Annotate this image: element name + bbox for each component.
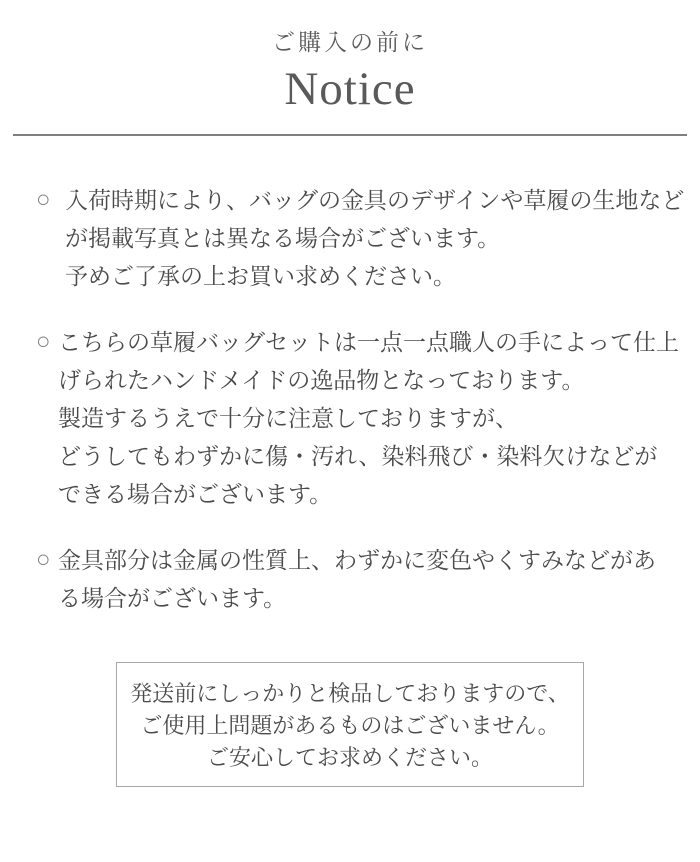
notice-text xyxy=(58,181,696,295)
notice-line: どうしてもわずかに傷・汚れ、染料飛び・染料欠けなどが xyxy=(58,443,658,469)
notice-line: できる場合がございます。 xyxy=(58,481,333,507)
assurance-line: 発送前にしっかりと検品しておりますので、 xyxy=(130,681,570,706)
page-title: Notice xyxy=(284,63,416,115)
circle-bullet-icon: ○ xyxy=(36,186,51,213)
notice-item xyxy=(36,541,696,617)
notice-line: げられたハンドメイドの逸品物となっております。 xyxy=(58,367,585,393)
notice-item xyxy=(36,323,696,513)
notice-line: る場合がございます。 xyxy=(58,585,287,611)
purchase-notice-page xyxy=(0,30,700,862)
notice-text xyxy=(58,323,696,513)
notice-line: 金具部分は金属の性質上、わずかに変色やくすみなどがあ xyxy=(58,547,656,573)
page-subtitle: ご購入の前に xyxy=(272,30,428,55)
notice-line: こちらの草履バッグセットは一点一点職人の手によって仕上 xyxy=(58,329,679,355)
notice-text xyxy=(58,541,696,617)
notice-line: 入荷時期により、バッグの金具のデザインや草履の生地など xyxy=(65,187,685,213)
header-divider xyxy=(13,134,687,136)
notice-line: が掲載写真とは異なる場合がございます。 xyxy=(65,225,501,251)
notice-list xyxy=(36,181,696,617)
notice-item xyxy=(36,181,696,295)
assurance-line: ご安心してお求めください。 xyxy=(206,745,493,770)
notice-line: 製造するうえで十分に注意しておりますが、 xyxy=(58,405,518,431)
assurance-box xyxy=(116,662,584,787)
assurance-line: ご使用上問題があるものはございません。 xyxy=(140,713,560,738)
circle-bullet-icon: ○ xyxy=(36,328,51,355)
circle-bullet-icon: ○ xyxy=(36,546,51,573)
notice-line: 予めご了承の上お買い求めください。 xyxy=(65,263,456,289)
